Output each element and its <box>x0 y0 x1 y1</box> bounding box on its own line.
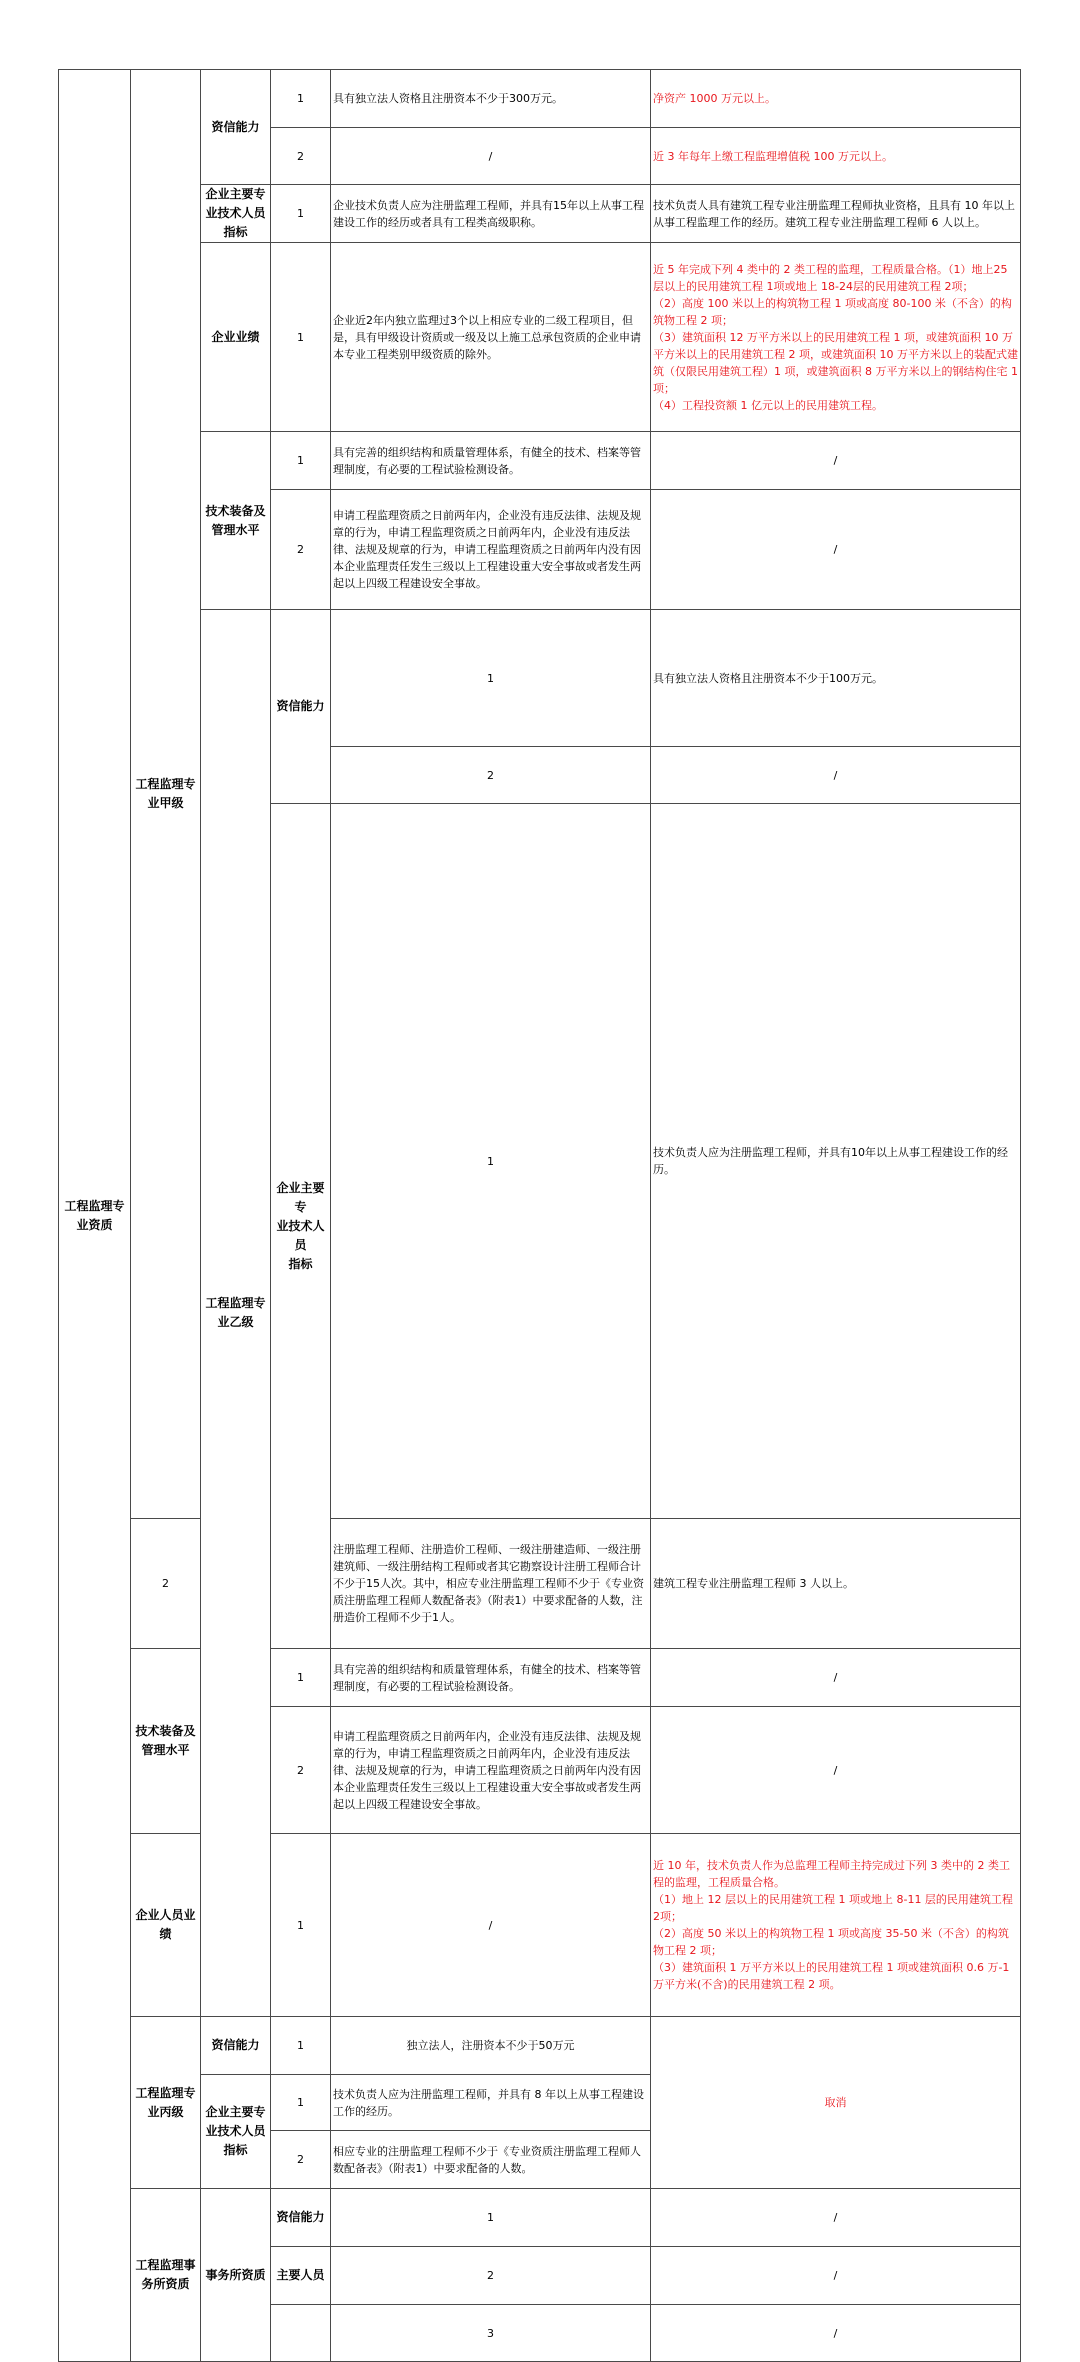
old-requirement-empty: / <box>651 747 1021 804</box>
table-row <box>59 185 1021 243</box>
group-label-pro: 工程监理专 业资质 <box>59 70 131 2362</box>
new-requirement: 建筑工程专业注册监理工程师 3 人以上。 <box>651 1519 1021 1649</box>
new-requirement: 近 10 年，技术负责人作为总监理工程师主持完成过下列 3 类中的 2 类工程的监理，工程质量合格。 （1）地上 12 层以上的民用建筑工程 1 项或地上 8-11 层的民用建筑工程 2项； （2）高度 50 米以上的构筑物工程 1 项或高度 35-50 米（不含）的构筑物工程 2 项； （3）建筑面积 1 万平方米以上的民用建筑工程 1 项或建筑面积 0.6 万-1万平方米(不含)的民用建筑工程 2 项。 <box>651 1834 1021 2017</box>
new-requirement-empty: / <box>651 1707 1021 1834</box>
grade-label-c: 工程监理专 业丙级 <box>131 2017 201 2189</box>
old-requirement-empty: / <box>651 2247 1021 2305</box>
category-empty <box>271 2305 331 2362</box>
old-requirement: 申请工程监理资质之日前两年内，企业没有违反法律、法规及规章的行为，申请工程监理资质之日前两年内，企业没有违反法律、法规及规章的行为，申请工程监理资质之日前两年内没有因本企业监理责任发生三级以上工程建设重大安全事故或者发生两起以上四级工程建设安全事故。 <box>331 1707 651 1834</box>
row-number: 1 <box>271 243 331 432</box>
group-label-office: 工程监理事 务所资质 <box>131 2189 201 2362</box>
old-requirement: 具有独立法人资格且注册资本不少于100万元。 <box>651 610 1021 747</box>
new-requirement: 净资产 1000 万元以上。 <box>651 70 1021 128</box>
old-requirement: 企业技术负责人应为注册监理工程师，并具有15年以上从事工程建设工作的经历或者具有工程类高级职称。 <box>331 185 651 243</box>
row-number: 3 <box>331 2305 651 2362</box>
row-number: 1 <box>271 1649 331 1707</box>
old-requirement-empty: / <box>651 2305 1021 2362</box>
row-number: 2 <box>271 2131 331 2189</box>
category-credit: 资信能力 <box>271 2189 331 2247</box>
old-requirement: 技术负责人应为注册监理工程师，并具有10年以上从事工程建设工作的经历。 <box>651 804 1021 1519</box>
category-credit: 资信能力 <box>201 2017 271 2075</box>
cancelled-note: 取消 <box>651 2017 1021 2189</box>
row-number: 2 <box>331 2247 651 2305</box>
new-requirement-empty: / <box>651 432 1021 490</box>
grade-label-office: 事务所资质 <box>201 2189 271 2362</box>
category-personnel-performance: 企业人员业 绩 <box>131 1834 201 2017</box>
qualification-table <box>58 69 1021 2362</box>
old-requirement: 相应专业的注册监理工程师不少于《专业资质注册监理工程师人数配备表》（附表1）中要求配备的人数。 <box>331 2131 651 2189</box>
row-number: 1 <box>331 610 651 747</box>
table-row <box>59 432 1021 490</box>
old-requirement: 注册监理工程师、注册造价工程师、一级注册建造师、一级注册建筑师、一级注册结构工程师或者其它勘察设计注册工程师合计不少于15人次。其中，相应专业注册监理工程师不少于《专业资质注册监理工程师人数配备表》（附表1）中要求配备的人数，注册造价工程师不少于1人。 <box>331 1519 651 1649</box>
category-credit: 资信能力 <box>271 610 331 804</box>
old-requirement: 企业近2年内独立监理过3个以上相应专业的二级工程项目，但是，具有甲级设计资质或一级及以上施工总承包资质的企业申请本专业工程类别甲级资质的除外。 <box>331 243 651 432</box>
new-requirement: 近 3 年每年上缴工程监理增值税 100 万元以上。 <box>651 128 1021 185</box>
category-credit: 资信能力 <box>201 70 271 185</box>
old-requirement-empty: / <box>331 1834 651 2017</box>
category-equipment: 技术装备及 管理水平 <box>131 1649 201 1834</box>
row-number: 2 <box>331 747 651 804</box>
table-row <box>59 2189 1021 2247</box>
old-requirement: 具有完善的组织结构和质量管理体系，有健全的技术、档案等管理制度，有必要的工程试验检测设备。 <box>331 432 651 490</box>
old-requirement: 独立法人，注册资本不少于50万元 <box>331 2017 651 2075</box>
category-staff: 企业主要专 业技术人员 指标 <box>271 804 331 1649</box>
row-number: 1 <box>331 2189 651 2247</box>
row-number: 1 <box>271 432 331 490</box>
row-number: 1 <box>331 804 651 1519</box>
table-row <box>59 2017 1021 2075</box>
row-number: 1 <box>271 1834 331 2017</box>
category-performance: 企业业绩 <box>201 243 271 432</box>
table-row <box>59 243 1021 432</box>
old-requirement-empty: / <box>651 2189 1021 2247</box>
row-number: 1 <box>271 2017 331 2075</box>
new-requirement: 近 5 年完成下列 4 类中的 2 类工程的监理，工程质量合格。（1）地上25层以上的民用建筑工程 1项或地上 18-24层的民用建筑工程 2项； （2）高度 100 米以上的构筑物工程 1 项或高度 80-100 米（不含）的构筑物工程 2 项； （3）建筑面积 12 万平方米以上的民用建筑工程 1 项，或建筑面积 10 万平方米以上的民用建筑工程 2 项，或建筑面积 10 万平方米以上的装配式建筑（仅限民用建筑工程）1 项，或建筑面积 8 万平方米以上的钢结构住宅 1 项； （4）工程投资额 1 亿元以上的民用建筑工程。 <box>651 243 1021 432</box>
grade-label-b: 工程监理专 业乙级 <box>201 610 271 2017</box>
old-requirement: 申请工程监理资质之日前两年内，企业没有违反法律、法规及规章的行为，申请工程监理资质之日前两年内，企业没有违反法律、法规及规章的行为，申请工程监理资质之日前两年内没有因本企业监理责任发生三级以上工程建设重大安全事故或者发生两起以上四级工程建设安全事故。 <box>331 490 651 610</box>
new-requirement: 技术负责人具有建筑工程专业注册监理工程师执业资格，且具有 10 年以上从事工程监理工作的经历。建筑工程专业注册监理工程师 6 人以上。 <box>651 185 1021 243</box>
row-number: 1 <box>271 185 331 243</box>
row-number: 1 <box>271 70 331 128</box>
new-requirement-empty: / <box>651 1649 1021 1707</box>
old-requirement-empty: / <box>331 128 651 185</box>
old-requirement: 具有独立法人资格且注册资本不少于300万元。 <box>331 70 651 128</box>
row-number: 2 <box>271 490 331 610</box>
row-number: 2 <box>271 128 331 185</box>
grade-label-a: 工程监理专 业甲级 <box>131 70 201 1519</box>
row-number: 1 <box>271 2075 331 2131</box>
category-staff: 企业主要专 业技术人员 指标 <box>201 185 271 243</box>
category-staff: 企业主要专 业技术人员 指标 <box>201 2075 271 2189</box>
table-row <box>59 610 1021 747</box>
table-row <box>59 70 1021 128</box>
old-requirement: 技术负责人应为注册监理工程师，并具有 8 年以上从事工程建设工作的经历。 <box>331 2075 651 2131</box>
row-number: 2 <box>271 1707 331 1834</box>
new-requirement-empty: / <box>651 490 1021 610</box>
category-equipment: 技术装备及 管理水平 <box>201 432 271 610</box>
category-main-staff: 主要人员 <box>271 2247 331 2305</box>
old-requirement: 具有完善的组织结构和质量管理体系，有健全的技术、档案等管理制度，有必要的工程试验检测设备。 <box>331 1649 651 1707</box>
row-number: 2 <box>131 1519 201 1649</box>
